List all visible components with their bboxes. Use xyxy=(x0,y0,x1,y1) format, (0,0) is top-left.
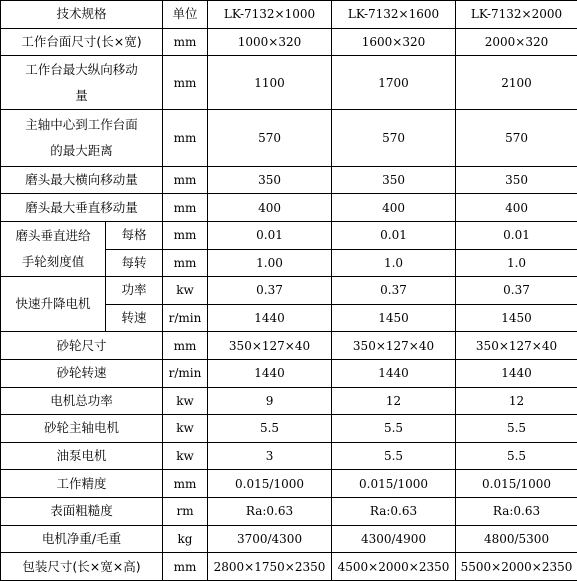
row-value: 0.01 xyxy=(208,221,332,249)
row-label-line2: 量 xyxy=(75,87,88,103)
row-value: 0.37 xyxy=(332,277,456,305)
row-unit: r/min xyxy=(163,304,208,332)
row-value: 1450 xyxy=(456,304,577,332)
header-unit: 单位 xyxy=(163,1,208,29)
row-label xyxy=(1,56,163,110)
table-row xyxy=(1,277,577,305)
row-unit: kw xyxy=(163,442,208,470)
row-value: 570 xyxy=(332,110,456,166)
row-unit: mm xyxy=(163,194,208,222)
row-value: 1440 xyxy=(208,359,332,387)
row-label: 砂轮主轴电机 xyxy=(1,415,163,443)
row-label-line1: 工作台最大纵向移动 xyxy=(25,61,138,77)
row-unit: mm xyxy=(163,110,208,166)
row-label: 油泵电机 xyxy=(1,442,163,470)
row-value: 0.01 xyxy=(332,221,456,249)
row-value: 400 xyxy=(456,194,577,222)
row-value: 4800/5300 xyxy=(456,525,577,553)
row-group-label: 快速升降电机 xyxy=(1,277,106,332)
row-label: 包装尺寸(长×宽×高) xyxy=(1,553,163,581)
row-value: 1100 xyxy=(208,56,332,110)
header-model-1: LK-7132×1000 xyxy=(208,1,332,29)
row-value: 400 xyxy=(208,194,332,222)
row-unit: mm xyxy=(163,470,208,498)
row-value: 0.37 xyxy=(456,277,577,305)
table-row xyxy=(1,194,577,222)
row-value: 5.5 xyxy=(456,442,577,470)
row-value: 400 xyxy=(332,194,456,222)
row-label xyxy=(1,110,163,166)
row-value: 1450 xyxy=(332,304,456,332)
row-value: 5.5 xyxy=(456,415,577,443)
row-label: 磨头最大垂直移动量 xyxy=(1,194,163,222)
header-model-2: LK-7132×1600 xyxy=(332,1,456,29)
row-value: 4500×2000×2350 xyxy=(332,553,456,581)
row-value: 3700/4300 xyxy=(208,525,332,553)
row-value: 1440 xyxy=(456,359,577,387)
row-value: 350 xyxy=(332,166,456,194)
row-value: 9 xyxy=(208,387,332,415)
row-value: 2000×320 xyxy=(456,28,577,56)
header-spec: 技术规格 xyxy=(1,1,163,29)
row-value: 350×127×40 xyxy=(208,332,332,360)
row-label: 电机总功率 xyxy=(1,387,163,415)
row-unit: mm xyxy=(163,553,208,581)
table-row xyxy=(1,470,577,498)
row-value: 1.00 xyxy=(208,249,332,277)
row-sublabel: 每格 xyxy=(106,221,163,249)
row-unit: kg xyxy=(163,525,208,553)
table-row xyxy=(1,387,577,415)
row-sublabel: 功率 xyxy=(106,277,163,305)
row-label: 电机净重/毛重 xyxy=(1,525,163,553)
table-row xyxy=(1,332,577,360)
row-sublabel: 每转 xyxy=(106,249,163,277)
table-row xyxy=(1,553,577,581)
row-value: 0.015/1000 xyxy=(456,470,577,498)
table-row xyxy=(1,56,577,110)
row-group-label xyxy=(1,221,106,276)
header-row xyxy=(1,1,577,29)
row-value: 570 xyxy=(456,110,577,166)
row-label: 砂轮尺寸 xyxy=(1,332,163,360)
row-group-line1: 磨头垂直进给 xyxy=(15,228,91,243)
row-unit: mm xyxy=(163,56,208,110)
row-unit: mm xyxy=(163,332,208,360)
row-value: 350×127×40 xyxy=(456,332,577,360)
row-value: 350 xyxy=(456,166,577,194)
row-value: 4300/4900 xyxy=(332,525,456,553)
row-unit: kw xyxy=(163,387,208,415)
row-value: 1440 xyxy=(332,359,456,387)
row-label-line2: 的最大距离 xyxy=(50,143,113,159)
row-value: 5.5 xyxy=(332,415,456,443)
row-value: 5.5 xyxy=(208,415,332,443)
row-label: 表面粗糙度 xyxy=(1,497,163,525)
row-value: 1000×320 xyxy=(208,28,332,56)
row-value: 1700 xyxy=(332,56,456,110)
row-value: 12 xyxy=(332,387,456,415)
table-row xyxy=(1,221,577,249)
row-unit: kw xyxy=(163,277,208,305)
row-value: 2800×1750×2350 xyxy=(208,553,332,581)
row-unit: rm xyxy=(163,497,208,525)
row-value: 0.37 xyxy=(208,277,332,305)
row-label-line1: 主轴中心到工作台面 xyxy=(25,117,138,133)
row-value: 350×127×40 xyxy=(332,332,456,360)
row-label: 工作台面尺寸(长×宽) xyxy=(1,28,163,56)
row-value: 0.015/1000 xyxy=(208,470,332,498)
table-row xyxy=(1,28,577,56)
table-row xyxy=(1,359,577,387)
row-value: 1.0 xyxy=(332,249,456,277)
row-unit: r/min xyxy=(163,359,208,387)
table-row xyxy=(1,110,577,166)
row-value: 5.5 xyxy=(332,442,456,470)
row-value: 1440 xyxy=(208,304,332,332)
row-value: 5500×2000×2350 xyxy=(456,553,577,581)
table-row xyxy=(1,525,577,553)
header-model-3: LK-7132×2000 xyxy=(456,1,577,29)
row-value: 0.015/1000 xyxy=(332,470,456,498)
row-label: 磨头最大横向移动量 xyxy=(1,166,163,194)
row-value: Ra:0.63 xyxy=(456,497,577,525)
row-value: Ra:0.63 xyxy=(208,497,332,525)
row-unit: mm xyxy=(163,166,208,194)
row-unit: kw xyxy=(163,415,208,443)
row-unit: mm xyxy=(163,221,208,249)
row-value: 1600×320 xyxy=(332,28,456,56)
row-unit: mm xyxy=(163,249,208,277)
row-value: 350 xyxy=(208,166,332,194)
row-value: 2100 xyxy=(456,56,577,110)
table-row xyxy=(1,415,577,443)
row-value: 12 xyxy=(456,387,577,415)
row-value: 1.0 xyxy=(456,249,577,277)
table-row xyxy=(1,497,577,525)
row-label: 工作精度 xyxy=(1,470,163,498)
row-label: 砂轮转速 xyxy=(1,359,163,387)
table-row xyxy=(1,442,577,470)
row-value: 570 xyxy=(208,110,332,166)
row-value: 0.01 xyxy=(456,221,577,249)
row-group-line2: 手轮刻度值 xyxy=(21,254,85,269)
row-unit: mm xyxy=(163,28,208,56)
row-sublabel: 转速 xyxy=(106,304,163,332)
row-value: Ra:0.63 xyxy=(332,497,456,525)
row-value: 3 xyxy=(208,442,332,470)
table-row xyxy=(1,166,577,194)
